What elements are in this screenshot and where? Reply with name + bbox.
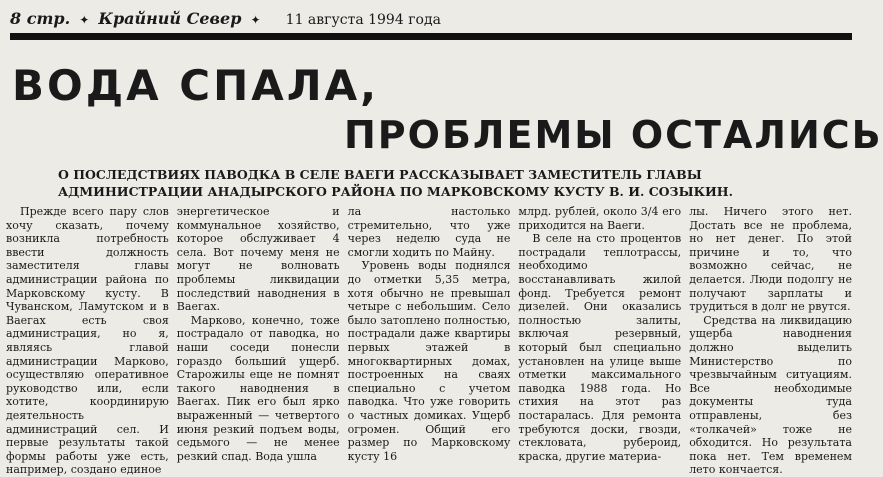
paragraph: Уровень воды поднялся до отметки 5,35 метра, хотя обычно не превышал четыре с небольшим. Село было затоплено полностью, пострадали даже квартиры первых этажей в многоквартирных домах, построенных на сваях специально с учетом паводка. Что уже говорить о частных домиках. Ущерб огромен. Общий его размер по Марковскому кусту 16 [347, 259, 511, 463]
page-number: 8 стр. [10, 9, 71, 28]
paragraph: Средства на ликвидацию ущерба наводнения должно выделить Министерство по чрезвычайным ситуациям. Все необходимые документы туда отправлены, без «толкачей» тоже не обходится. Но результата пока нет. Тем временем лето кончается. [689, 313, 852, 477]
newspaper-name: Крайний Север [98, 9, 242, 28]
article-subtitle: О ПОСЛЕДСТВИЯХ ПАВОДКА В СЕЛЕ ВАЕГИ РАССКАЗЫВАЕТ ЗАМЕСТИТЕЛЬ ГЛАВЫ АДМИНИСТРАЦИИ АНАДЫРСКОГО РАЙОНА ПО МАРКОВСКОМУ КУСТУ В. И. СОЗЫКИН. [58, 167, 733, 199]
star-icon: ✦ [79, 13, 90, 27]
article-column-3 [347, 205, 511, 463]
headline-line-1: ВОДА СПАЛА, [12, 61, 380, 110]
paragraph: Марково, конечно, тоже пострадало от паводка, но наши соседи понесли гораздо больший ущерб. Старожилы еще не помнят такого наводнения в Ваегах. Пик его был ярко выраженный — четвертого июня резкий подъем воды, седьмого — не менее резкий спад. Вода ушла [176, 313, 340, 463]
page-header [10, 6, 850, 32]
headline-line-2: ПРОБЛЕМЫ ОСТАЛИСЬ [344, 113, 883, 157]
paragraph: ла настолько стремительно, что уже через неделю суда не смогли ходить по Майну. [347, 205, 511, 259]
paragraph: млрд. рублей, около 3/4 его приходится на Ваеги. [518, 205, 682, 232]
article-column-4 [518, 205, 682, 463]
paragraph: В селе на сто процентов пострадали теплотрассы, необходимо восстанавливать жилой фонд. Требуется ремонт дизелей. Они оказались полностью залиты, включая резервный, который был специально установлен на улице выше отметки максимального паводка 1988 года. Но стихия на этот раз постаралась. Для ремонта требуются доски, гвозди, стекловата, рубероид, краска, другие материа- [518, 232, 682, 463]
article-column-5 [689, 205, 852, 477]
article-column-1 [6, 205, 169, 477]
issue-date: 11 августа 1994 года [285, 12, 441, 28]
header-rule [10, 33, 852, 40]
article-column-2 [176, 205, 340, 463]
paragraph: энергетическое и коммунальное хозяйство, которое обслуживает 4 села. Вот почему меня не могут не волновать проблемы ликвидации последствий наводнения в Ваегах. [176, 205, 340, 314]
paragraph: лы. Ничего этого нет. Достать все не проблема, но нет денег. По этой причине и то, что возможно сейчас, не делается. Люди подолгу не получают зарплаты и трудиться в долг не рвутся. [689, 205, 852, 314]
paragraph: Прежде всего пару слов хочу сказать, почему возникла потребность ввести должность заместителя главы администрации района по Марковскому кусту. В Чуванском, Ламутском и в Ваегах есть своя администрация, но я, являясь главой администрации Марково, осуществляю оперативное руководство или, если хотите, координирую деятельность администраций сел. И первые результаты такой формы работы уже есть, например, создано единое [6, 205, 169, 477]
star-icon: ✦ [250, 13, 261, 27]
article-body [6, 205, 852, 477]
